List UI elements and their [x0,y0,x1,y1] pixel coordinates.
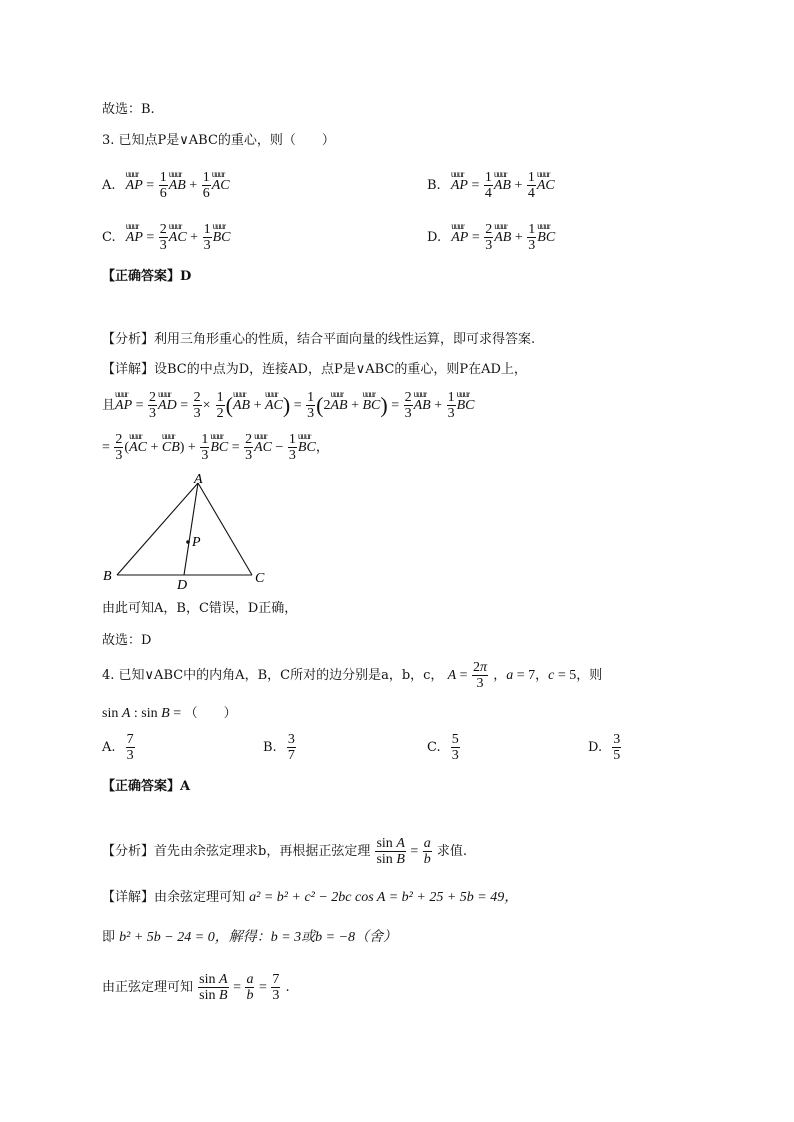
q4-analysis: 【分析】首先由余弦定理求b，再根据正弦定理 $\frac{\text{sin A}}{\text{sin B}}$ = $\frac{a}{b}$ 求值. [102,836,468,867]
label-p: P [192,535,201,550]
q3-conclusion: 由此可知A，B，C错误，D正确， [102,601,298,616]
q3-select: 故选：D [102,633,152,648]
q4-detail3-suffix: . [285,980,290,995]
label-d: D [177,578,188,590]
q3-detail-intro: 【详解】设BC的中点为D，连接AD，点P是∨ABC的重心，则P在AD上， [102,362,527,377]
q4-analysis-suffix: 求值. [436,844,468,859]
q3-option-b: B. uuur AP = $\frac{1}{4}$ uuur AB + $\frac{1}{4}$ uuur AC [427,170,555,208]
q4-detail1 [102,890,518,906]
label-c: C [255,571,265,586]
triangle-figure [100,470,280,590]
q3-option-a: A. uuur AP = $\frac{1}{6}$ uuur AB + $\frac{1}{6}$ uuur AC [102,170,230,208]
q4-option-d: D. $\frac{3}{5}$ [588,732,621,763]
q4-option-b: B. $\frac{3}{7}$ [263,732,295,763]
q3-option-b-label: B. [427,178,441,193]
q4-detail2-prefix: 即 [102,930,116,945]
q4-detail1-eq: a² = b² + c² − 2bc cos A = b² + 25 + 5b = 49， [249,890,519,905]
side-ac [198,483,252,575]
q3-answer: 【正确答案】D [102,269,192,284]
q4-answer: 【正确答案】A [102,779,191,794]
q4-option-c: C. $\frac{5}{3}$ [427,732,459,763]
q4-option-a: A. $\frac{7}{3}$ [102,732,134,763]
q3-option-c-label: C. [102,230,116,245]
q3-analysis: 【分析】利用三角形重心的性质，结合平面向量的线性运算，即可求得答案. [102,332,536,347]
q3-stem: 3. 已知点P是∨ABC的重心，则（ ） [102,133,335,148]
q4-stem-ask: sin A : sin B = （ ） [102,706,237,721]
point-p [186,540,190,544]
label-a: A [194,472,203,487]
q3-option-d-label: D. [427,230,442,245]
select-b-line: 故选：B. [102,102,155,117]
q3-option-a-label: A. [102,178,116,193]
q4-detail1-prefix: 【详解】由余弦定理可知 [102,890,246,905]
q4-stem-line1: 4. 已知∨ABC中的内角A，B，C所对的边分别是a，b，c， A = $\frac{2\pi}{3}$ ，a = 7，c = 5，则 [102,660,603,691]
q3-option-c: C. uuur AP = $\frac{2}{3}$ uuur AC + $\frac{1}{3}$ uuur BC [102,222,230,260]
q3-detail-eq1: 且uuur AP = $\frac{2}{3}$ uuur AD = $\frac{2}{3}$ × $\frac{1}{2}$ (uuur AB + uuur AC) = $\frac{1}{3}$ (2uuur AB + uuur BC) = $\frac{2}{3}$ uuur AB + $\frac{1}{3}$ uuur BC [102,390,475,428]
label-b: B [103,569,112,584]
q4-detail2-eq: b² + 5b − 24 = 0，解得：b = 3或b = −8（舍） [119,930,398,945]
q4-stem-prefix: 4. 已知∨ABC中的内角A，B，C所对的边分别是a，b，c， [102,668,444,683]
q3-detail-prefix: 且 [102,398,116,413]
q4-analysis-prefix: 【分析】首先由余弦定理求b，再根据正弦定理 [102,844,371,859]
q4-detail2 [102,930,397,946]
q3-option-d: D. uuur AP = $\frac{2}{3}$ uuur AB + $\frac{1}{3}$ uuur BC [427,222,555,260]
q3-detail-eq2: = $\frac{2}{3}$ (uuur AC + uuur CB) + $\frac{1}{3}$ uuur BC = $\frac{2}{3}$ uuur AC − $\frac{1}{3}$ uuur BC， [102,432,329,470]
q4-detail3-prefix: 由正弦定理可知 [102,980,194,995]
q4-detail3: 由正弦定理可知 $\frac{\text{sin A}}{\text{sin B}}$ = $\frac{a}{b}$ = $\frac{7}{3}$ . [102,972,290,1003]
